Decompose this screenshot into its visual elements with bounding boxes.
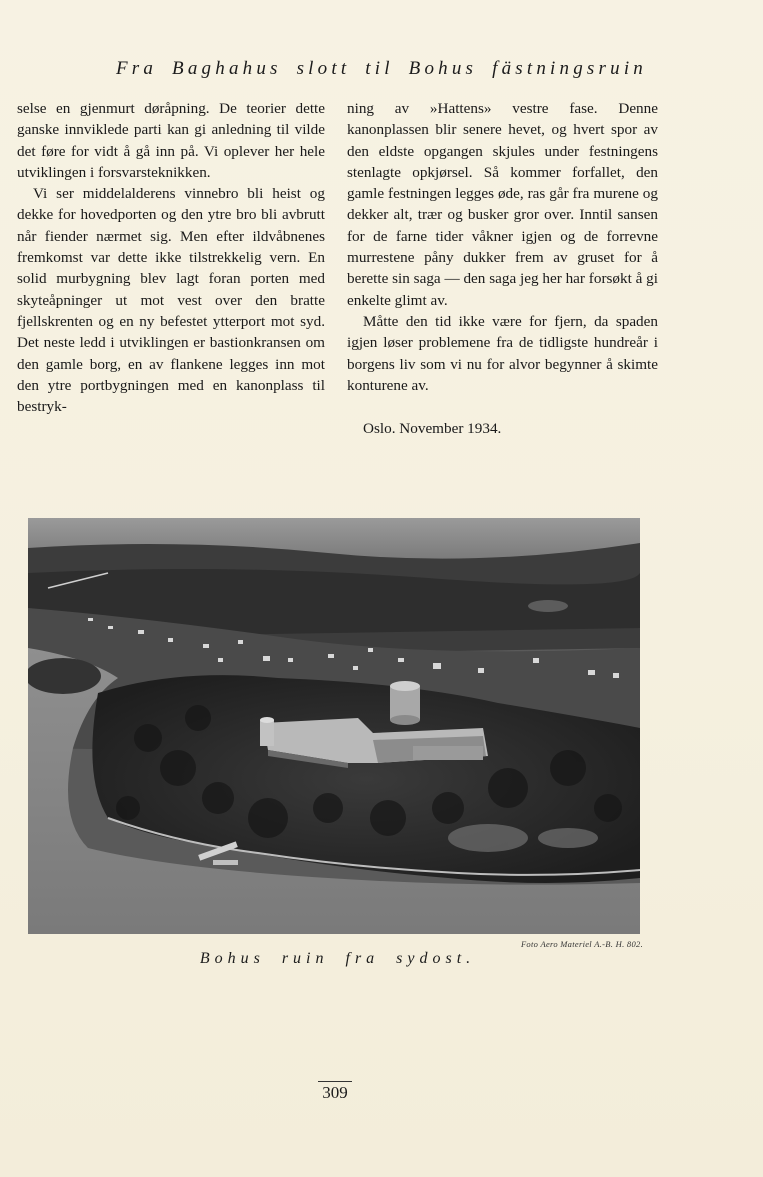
aerial-photo xyxy=(28,518,640,934)
photo-caption: Bohus ruin fra sydost. xyxy=(199,950,476,967)
paragraph: ning av »Hattens» vestre fase. Denne kanonplassen blir senere hevet, og hvert spor av den eldste opgangen skjules under festningens stenlagte opkjørsel. Så kommer forfallet, den gamle festningen legges øde, ras går fra murene og dekker alt, trær og busker gror over. Inntil sansen for de farne tider våkner igjen og de forrevne murrestene påny dukker frem av gruset for å berette sin saga — den saga jeg her har forsøkt å gi enkelte glimt av. xyxy=(347,100,658,309)
text-column-right xyxy=(347,98,658,439)
page-number-rule xyxy=(318,1081,352,1082)
running-head: Fra Baghahus slott til Bohus fästningsruin xyxy=(115,58,647,79)
dateline: Oslo. November 1934. xyxy=(363,420,502,438)
paragraph: Vi ser middelalderens vinnebro bli heist og dekke for hovedporten og den ytre bro bli avbrutt når fiender nærmet sig. Men efter ildvåbnenes fremkomst var dette ikke tilstrekkelig vern. En solid murbygning blev lagt foran porten med skyteåpninger ut mot vest over den bratte fjellskrenten og en ny befestet ytterport mot syd. Det neste ledd i utviklingen er bastionkransen om den gamle borg, en av flankene legges inn mot den ytre portbygningen med en kanonplass til bestryk- xyxy=(17,185,325,416)
photo-credit: Foto Aero Materiel A.-B. H. 802. xyxy=(520,939,643,949)
text-column-left xyxy=(17,98,325,417)
paragraph: selse en gjenmurt døråpning. De teorier dette ganske innviklede parti kan gi anledning til vilde det føre for vidt å gå inn på. Vi oplever her hele utviklingen i forsvarsteknikken. xyxy=(17,100,325,181)
paragraph: Måtte den tid ikke være for fjern, da spaden igjen løser problemene fra de tidligste hundreår i borgens liv som vi nu for alvor begynner å skimte konturene av. xyxy=(347,312,658,394)
aerial-photo-drawing xyxy=(28,518,640,934)
page-number: 309 xyxy=(322,1083,348,1102)
